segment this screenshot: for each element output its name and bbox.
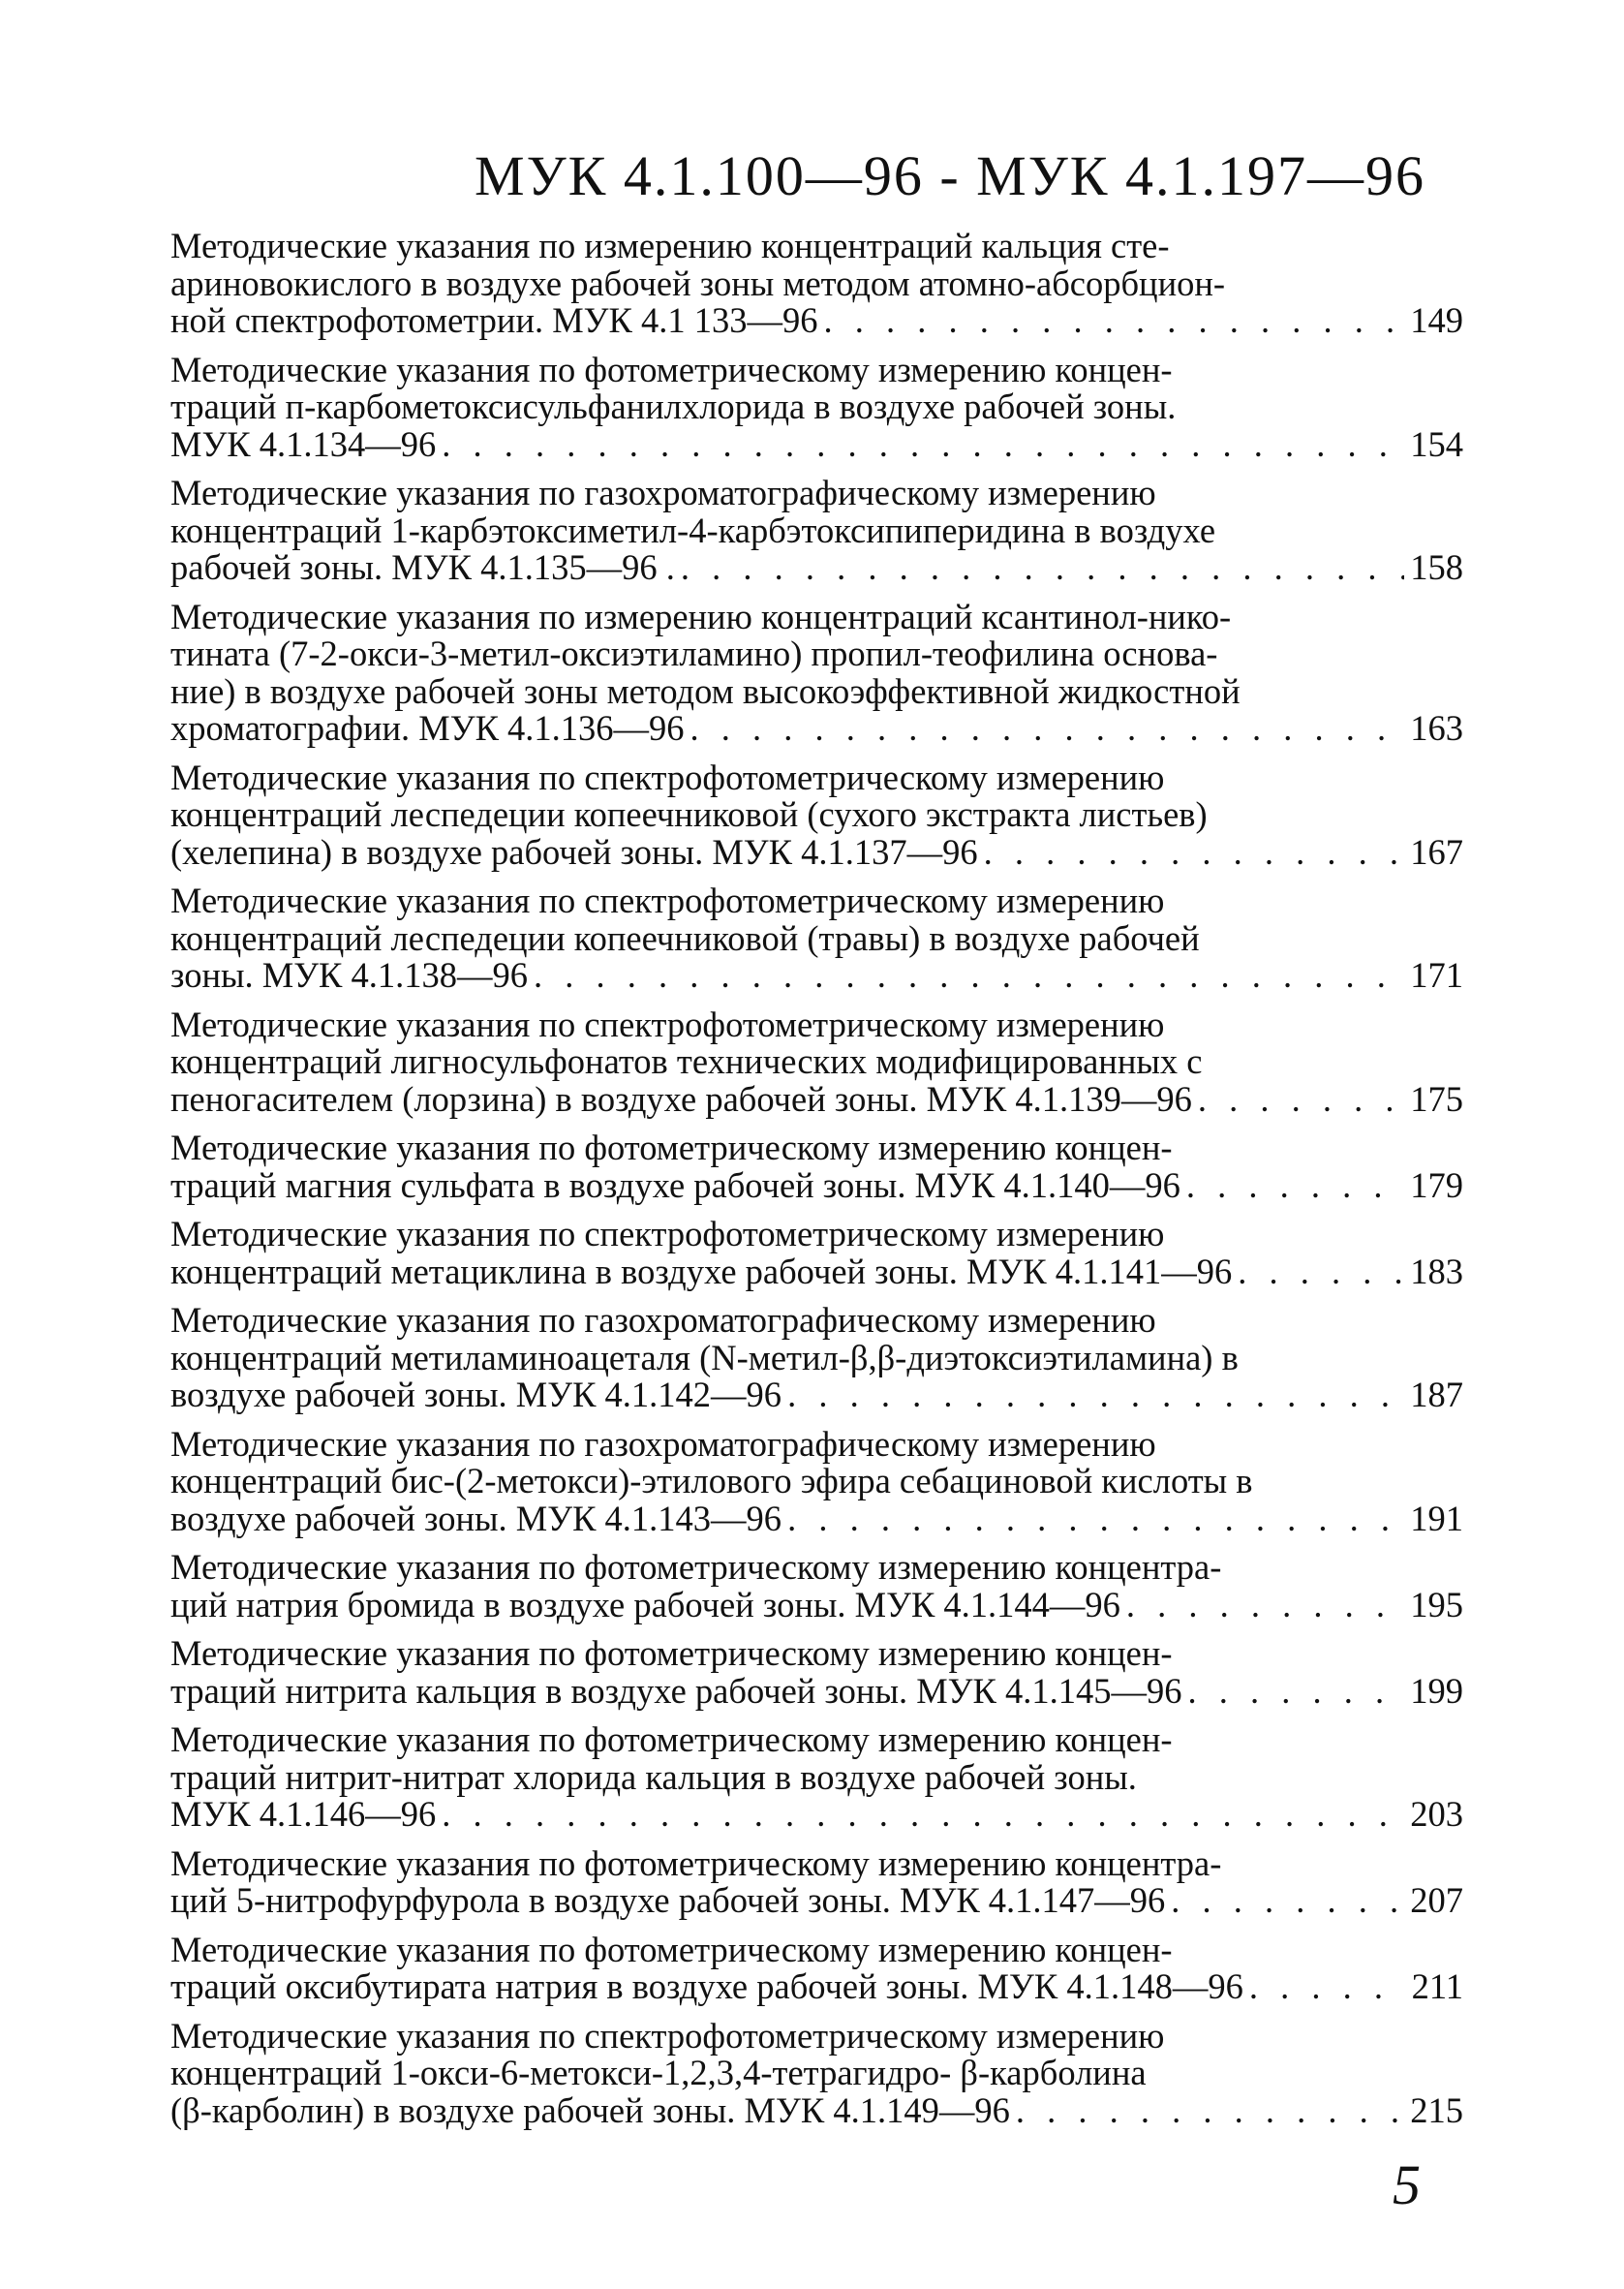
toc-entry-text: МУК 4.1.134—96 — [170, 423, 437, 464]
toc-entry-text: воздухе рабочей зоны. МУК 4.1.143—96 — [170, 1498, 782, 1538]
toc-entry — [170, 1721, 1463, 1834]
toc-entry-last-line — [170, 1376, 1463, 1414]
toc-entry-text: хроматографии. МУК 4.1.136—96 — [170, 708, 685, 748]
page-number: 5 — [1393, 2153, 1421, 2216]
toc-page-number: 149 — [1410, 300, 1463, 340]
toc-entry-text: МУК 4.1.146—96 — [170, 1794, 437, 1834]
toc-entry — [170, 1929, 1463, 2006]
toc-entry — [170, 2015, 1463, 2130]
dot-leader — [690, 710, 1405, 748]
dot-leader — [681, 549, 1404, 587]
toc-entry-line: ариновокислого в воздухе рабочей зоны методом атомно-абсорбцион- — [170, 263, 1226, 303]
dot-leader — [1188, 1673, 1405, 1711]
toc-entry-line: Методические указания по фотометрическому измерению концентра- — [170, 1547, 1222, 1587]
toc-entry-last-line — [170, 2089, 1463, 2130]
toc-entry-line: Методические указания по спектрофотометрическому измерению — [170, 1004, 1165, 1044]
toc-entry — [170, 1302, 1463, 1414]
toc-entry — [170, 349, 1463, 464]
toc-entry-line: Методические указания по спектрофотометрическому измерению — [170, 1214, 1165, 1253]
toc-entry-line: Методические указания по фотометрическому измерению концен- — [170, 1719, 1173, 1759]
toc-entry-line: концентраций бис-(2-метокси)-этилового эфира себациновой кислоты в — [170, 1461, 1253, 1500]
toc-entry-line: Методические указания по фотометрическому измерению концен- — [170, 349, 1173, 389]
dot-leader — [1016, 2092, 1404, 2130]
dot-leader — [787, 1500, 1404, 1538]
dot-leader — [1171, 1882, 1404, 1920]
toc-page-number: 215 — [1410, 2089, 1463, 2130]
toc-entry-last-line — [170, 1796, 1463, 1834]
toc-page-number: 175 — [1410, 1078, 1463, 1119]
toc-entry-line: ние) в воздухе рабочей зоны методом высокоэффективной жидкостной — [170, 670, 1241, 711]
toc-entry-text: пеногасителем (лорзина) в воздухе рабочей зоны. МУК 4.1.139—96 — [170, 1078, 1192, 1119]
toc-entry — [170, 228, 1463, 340]
toc-page-number: 158 — [1410, 547, 1463, 587]
toc-entry — [170, 1423, 1463, 1538]
toc-entry-text: концентраций метациклина в воздухе рабочей зоны. МУК 4.1.141—96 — [170, 1251, 1233, 1291]
toc-page-number: 195 — [1410, 1584, 1463, 1624]
toc-page-number: 187 — [1410, 1375, 1463, 1414]
toc-page-number: 183 — [1410, 1251, 1463, 1291]
toc-entry — [170, 1635, 1463, 1710]
toc-entry-line: концентраций леспедеции копеечниковой (сухого экстракта листьев) — [170, 794, 1208, 834]
toc-page-number: 203 — [1410, 1794, 1463, 1834]
toc-entry — [170, 1129, 1463, 1204]
toc-entry-last-line — [170, 710, 1463, 748]
toc-page-number: 211 — [1411, 1966, 1463, 2006]
toc-page-number: 179 — [1410, 1164, 1463, 1205]
dot-leader — [534, 957, 1404, 995]
toc-entry-line: Методические указания по фотометрическому измерению концен- — [170, 1128, 1173, 1167]
toc-page-number: 171 — [1410, 955, 1463, 995]
toc-entry — [170, 1842, 1463, 1920]
toc-entry-line: Методические указания по газохроматографическому измерению — [170, 1423, 1156, 1464]
toc-entry-line: траций п-карбометоксисульфанилхлорида в воздухе рабочей зоны. — [170, 387, 1177, 426]
toc-entry-text: воздухе рабочей зоны. МУК 4.1.142—96 — [170, 1375, 782, 1414]
toc-entry-line: Методические указания по газохроматографическому измерению — [170, 473, 1156, 512]
toc-entry-text: рабочей зоны. МУК 4.1.135—96 . — [170, 547, 675, 587]
toc-entry-line: Методические указания по фотометрическому измерению концен- — [170, 1929, 1173, 1969]
toc-entry-last-line — [170, 1882, 1463, 1920]
toc-entry-last-line — [170, 1670, 1463, 1711]
toc-entry-line: концентраций 1-карбэтоксиметил-4-карбэтоксипиперидина в воздухе — [170, 510, 1216, 550]
toc-entry-last-line — [170, 1078, 1463, 1119]
toc-entry-text: ций натрия бромида в воздухе рабочей зоны. МУК 4.1.144—96 — [170, 1584, 1120, 1624]
dot-leader — [442, 1796, 1404, 1834]
toc-entry-text: (β-карболин) в воздухе рабочей зоны. МУК 4.1.149—96 — [170, 2089, 1010, 2130]
toc-entry-text: траций магния сульфата в воздухе рабочей зоны. МУК 4.1.140—96 — [170, 1164, 1180, 1205]
toc-entry-line: Методические указания по газохроматографическому измерению — [170, 1300, 1156, 1340]
toc-page-number: 154 — [1410, 423, 1463, 464]
toc-entry-line: концентраций метиламиноацеталя (N-метил-β,β-диэтоксиэтиламина) в — [170, 1337, 1239, 1377]
toc-entry-line: траций нитрит-нитрат хлорида кальция в воздухе рабочей зоны. — [170, 1756, 1137, 1797]
toc-entry-text: ций 5-нитрофурфурола в воздухе рабочей зоны. МУК 4.1.147—96 — [170, 1880, 1166, 1920]
toc-entry-last-line — [170, 1500, 1463, 1538]
toc-entry-line: Методические указания по измерению концентраций ксантинол-нико- — [170, 596, 1232, 636]
toc-entry — [170, 759, 1463, 872]
dot-leader — [1186, 1167, 1404, 1205]
table-of-contents — [170, 228, 1463, 2141]
toc-page-number: 207 — [1410, 1880, 1463, 1920]
toc-entry — [170, 1549, 1463, 1624]
toc-entry-line: Методические указания по спектрофотометрическому измерению — [170, 2015, 1165, 2056]
toc-entry-last-line — [170, 1253, 1463, 1291]
dot-leader — [787, 1376, 1404, 1414]
toc-entry — [170, 1216, 1463, 1290]
toc-entry-last-line — [170, 1584, 1463, 1624]
dot-leader — [1126, 1587, 1404, 1624]
toc-entry-text: (хелепина) в воздухе рабочей зоны. МУК 4.1.137—96 — [170, 831, 978, 872]
toc-entry — [170, 475, 1463, 587]
toc-entry — [170, 596, 1463, 748]
toc-entry-text: траций нитрита кальция в воздухе рабочей зоны. МУК 4.1.145—96 — [170, 1670, 1182, 1711]
toc-entry-last-line — [170, 1164, 1463, 1205]
dot-leader — [1249, 1968, 1406, 2006]
toc-entry-last-line — [170, 957, 1463, 995]
toc-entry-text: ной спектрофотометрии. МУК 4.1 133—96 — [170, 300, 818, 340]
dot-leader — [984, 834, 1405, 872]
toc-entry-last-line — [170, 423, 1463, 464]
dot-leader — [442, 426, 1404, 464]
toc-entry-text: зоны. МУК 4.1.138—96 — [170, 955, 529, 995]
dot-leader — [1198, 1081, 1404, 1119]
toc-entry-line: Методические указания по фотометрическому измерению концентра- — [170, 1842, 1222, 1883]
toc-entry-text: траций оксибутирата натрия в воздухе рабочей зоны. МУК 4.1.148—96 — [170, 1966, 1243, 2006]
toc-page-number: 199 — [1410, 1670, 1463, 1711]
toc-entry-line: тината (7-2-окси-3-метил-оксиэтиламино) пропил-теофилина основа- — [170, 634, 1218, 673]
toc-entry-line: концентраций леспедеции копеечниковой (травы) в воздухе рабочей — [170, 917, 1200, 958]
toc-entry-last-line — [170, 831, 1463, 872]
toc-entry-line: Методические указания по фотометрическому измерению концен- — [170, 1633, 1173, 1673]
dot-leader — [1238, 1253, 1404, 1291]
running-header: МУК 4.1.100—96 - МУК 4.1.197—96 — [475, 144, 1425, 207]
toc-page-number: 163 — [1410, 708, 1463, 748]
toc-page-number: 191 — [1410, 1498, 1463, 1538]
dot-leader — [824, 302, 1405, 340]
toc-entry-last-line — [170, 302, 1463, 340]
toc-entry-last-line — [170, 1968, 1463, 2006]
toc-entry-line: Методические указания по спектрофотометрическому измерению — [170, 757, 1165, 797]
toc-page-number: 167 — [1410, 831, 1463, 872]
toc-entry-line: Методические указания по спектрофотометрическому измерению — [170, 881, 1165, 920]
toc-entry-line: концентраций 1-окси-6-метокси-1,2,3,4-тетрагидро- β-карболина — [170, 2053, 1147, 2092]
toc-entry-line: концентраций лигносульфонатов технических модифицированных с — [170, 1041, 1203, 1081]
toc-entry — [170, 882, 1463, 995]
toc-entry-last-line — [170, 549, 1463, 587]
toc-entry-line: Методические указания по измерению концентраций кальция сте- — [170, 226, 1170, 265]
toc-entry — [170, 1006, 1463, 1119]
